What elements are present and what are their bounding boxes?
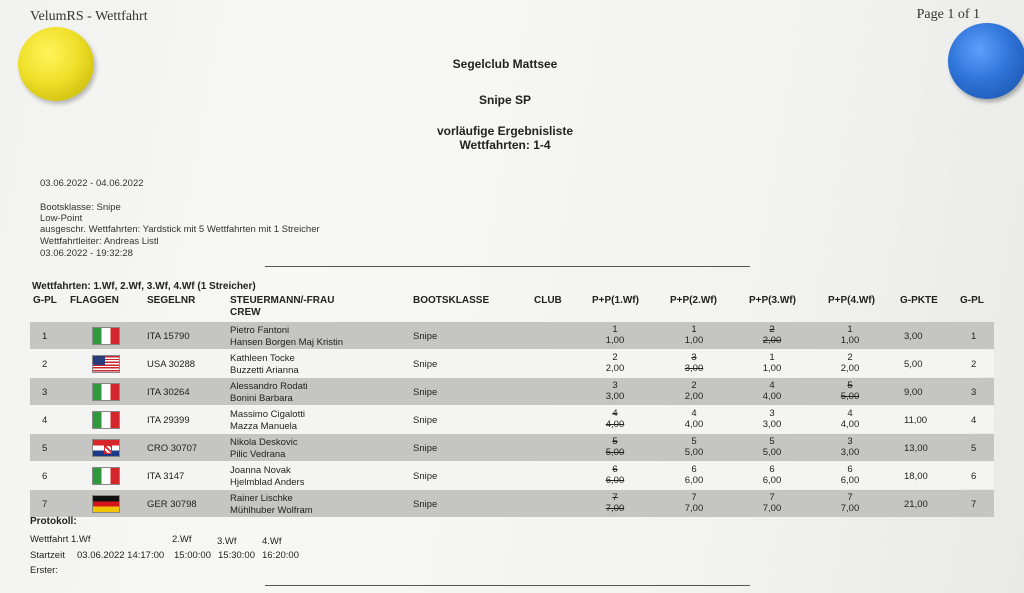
sail-number: USA 30288 [147, 359, 196, 370]
crew-member: Bonini Barbara [230, 393, 293, 404]
protocol-start-label: Startzeit [30, 550, 65, 561]
race-points: 7,00 [605, 503, 625, 514]
race-1-result [595, 324, 635, 346]
race-points: 5,00 [840, 391, 860, 402]
race-2-result [674, 492, 714, 514]
protocol-race-3: 3.Wf [217, 536, 237, 547]
app-header: VelumRS - Wettfahrt [30, 9, 148, 24]
table-row [30, 434, 994, 461]
scoring-system: Low-Point [40, 213, 83, 224]
race-place: 6 [612, 464, 618, 475]
race-place: 3 [691, 352, 697, 363]
race-3-result [752, 380, 792, 402]
place: 6 [42, 471, 48, 482]
race-3-result [752, 408, 792, 430]
final-place: 5 [971, 443, 977, 454]
helmsman: Massimo Cigalotti [230, 409, 305, 420]
race-points: 1,00 [840, 335, 860, 346]
race-points: 3,00 [840, 447, 860, 458]
race-points: 6,00 [840, 475, 860, 486]
sail-number: ITA 29399 [147, 415, 190, 426]
protocol-race-4: 4.Wf [262, 536, 282, 547]
place: 4 [42, 415, 48, 426]
race-points: 7,00 [840, 503, 860, 514]
race-points: 2,00 [684, 391, 704, 402]
sail-number: CRO 30707 [147, 443, 198, 454]
race-place: 1 [691, 324, 697, 335]
race-points: 4,00 [840, 419, 860, 430]
sail-number: GER 30798 [147, 499, 197, 510]
race-points: 7,00 [684, 503, 704, 514]
helmsman: Alessandro Rodati [230, 381, 308, 392]
race-place: 2 [691, 380, 697, 391]
total-points: 18,00 [904, 471, 928, 482]
race-2-result [674, 352, 714, 374]
col-gpl-right: G-PL [960, 295, 984, 306]
hr-flag-icon [92, 439, 120, 457]
race-4-result [830, 464, 870, 486]
race-1-result [595, 408, 635, 430]
boat-class: Snipe [413, 471, 438, 482]
race-4-result [830, 436, 870, 458]
race-2-result [674, 408, 714, 430]
col-boat: BOOTSKLASSE [413, 295, 490, 306]
race-points: 1,00 [605, 335, 625, 346]
final-place: 4 [971, 415, 977, 426]
race-place: 4 [847, 408, 853, 419]
race-place: 2 [847, 352, 853, 363]
race-1-result [595, 436, 635, 458]
race-points: 6,00 [762, 475, 782, 486]
de-flag-icon [92, 495, 120, 513]
race-place: 3 [612, 380, 618, 391]
protocol-start-time-3: 15:30:00 [218, 550, 255, 561]
place: 1 [42, 331, 48, 342]
race-4-result [830, 380, 870, 402]
race-points: 3,00 [684, 363, 704, 374]
final-place: 6 [971, 471, 977, 482]
sail-number: ITA 3147 [147, 471, 185, 482]
total-points: 13,00 [904, 443, 928, 454]
crew-member: Pilic Vedrana [230, 449, 286, 460]
it-flag-icon [92, 327, 120, 345]
race-3-result [752, 324, 792, 346]
it-flag-icon [92, 383, 120, 401]
col-crew: CREW [230, 307, 261, 318]
col-race-4: P+P(4.Wf) [828, 295, 875, 306]
class-title: Snipe SP [478, 93, 531, 107]
boat-class: Snipe [413, 331, 438, 342]
race-place: 3 [847, 436, 853, 447]
helmsman: Pietro Fantoni [230, 325, 290, 336]
helmsman: Kathleen Tocke [230, 353, 295, 364]
crew-member: Hansen Borgen Maj Kristin [230, 337, 343, 348]
col-race-2: P+P(2.Wf) [670, 295, 717, 306]
race-place: 7 [847, 492, 853, 503]
race-place: 3 [769, 408, 775, 419]
race-2-result [674, 380, 714, 402]
race-2-result [674, 464, 714, 486]
boat-class: Snipe [413, 415, 438, 426]
races-title: Wettfahrten: 1-4 [459, 138, 551, 152]
col-race-1: P+P(1.Wf) [592, 295, 639, 306]
place: 5 [42, 443, 48, 454]
total-points: 11,00 [904, 415, 928, 426]
race-place: 7 [691, 492, 697, 503]
table-row [30, 406, 994, 433]
club-title: Segelclub Mattsee [452, 57, 558, 71]
col-gpl: G-PL [33, 295, 57, 306]
race-place: 7 [769, 492, 775, 503]
race-place: 5 [612, 436, 618, 447]
race-place: 4 [769, 380, 775, 391]
race-4-result [830, 408, 870, 430]
race-place: 4 [691, 408, 697, 419]
race-points: 2,00 [762, 335, 782, 346]
final-place: 2 [971, 359, 977, 370]
race-place: 1 [769, 352, 775, 363]
race-points: 1,00 [684, 335, 704, 346]
bottom-divider [265, 585, 750, 586]
race-3-result [752, 352, 792, 374]
race-place: 6 [847, 464, 853, 475]
col-points: G-PKTE [900, 295, 938, 306]
race-3-result [752, 464, 792, 486]
boat-class: Snipe [413, 443, 438, 454]
race-place: 2 [612, 352, 618, 363]
race-1-result [595, 352, 635, 374]
list-title: vorläufige Ergebnisliste [436, 124, 574, 138]
race-place: 5 [691, 436, 697, 447]
race-points: 1,00 [762, 363, 782, 374]
it-flag-icon [92, 467, 120, 485]
boat-class: Bootsklasse: Snipe [40, 202, 121, 213]
race-place: 6 [769, 464, 775, 475]
race-place: 5 [769, 436, 775, 447]
race-place: 7 [612, 492, 618, 503]
race-points: 6,00 [605, 475, 625, 486]
sail-number: ITA 15790 [147, 331, 190, 342]
crew-member: Buzzetti Arianna [230, 365, 299, 376]
us-flag-icon [92, 355, 120, 373]
crew-member: Mühlhuber Wolfram [230, 505, 313, 516]
divider [265, 266, 750, 267]
race-points: 2,00 [605, 363, 625, 374]
race-points: 4,00 [605, 419, 625, 430]
print-timestamp: 03.06.2022 - 19:32:28 [40, 248, 133, 259]
race-2-result [674, 436, 714, 458]
race-points: 5,00 [762, 447, 782, 458]
table-row [30, 490, 994, 517]
protocol-first-label: Erster: [30, 565, 58, 576]
race-4-result [830, 352, 870, 374]
total-points: 21,00 [904, 499, 928, 510]
race-4-result [830, 492, 870, 514]
race-points: 5,00 [605, 447, 625, 458]
total-points: 9,00 [904, 387, 923, 398]
page-indicator: Page 1 of 1 [916, 7, 980, 22]
race-3-result [752, 492, 792, 514]
total-points: 3,00 [904, 331, 923, 342]
protocol-start-time-1: 03.06.2022 14:17:00 [77, 550, 165, 561]
race-points: 7,00 [762, 503, 782, 514]
race-points: 4,00 [762, 391, 782, 402]
protocol-race-label: Wettfahrt 1.Wf [30, 534, 91, 545]
it-flag-icon [92, 411, 120, 429]
helmsman: Nikola Deskovic [230, 437, 298, 448]
race-1-result [595, 492, 635, 514]
col-club: CLUB [534, 295, 562, 306]
protocol-title: Protokoll: [30, 516, 77, 527]
race-2-result [674, 324, 714, 346]
race-points: 3,00 [605, 391, 625, 402]
race-place: 6 [691, 464, 697, 475]
table-row [30, 350, 994, 377]
boat-class: Snipe [413, 387, 438, 398]
place: 7 [42, 499, 48, 510]
final-place: 7 [971, 499, 977, 510]
race-place: 4 [612, 408, 618, 419]
table-row [30, 322, 994, 349]
final-place: 3 [971, 387, 977, 398]
race-place: 2 [769, 324, 775, 335]
race-1-result [595, 464, 635, 486]
race-points: 2,00 [840, 363, 860, 374]
protocol-start-time-2: 15:00:00 [174, 550, 211, 561]
sail-number: ITA 30264 [147, 387, 190, 398]
race-officer: Wettfahrtleiter: Andreas Listl [40, 236, 159, 247]
race-place: 5 [847, 380, 853, 391]
protocol-start-time-4: 16:20:00 [262, 550, 299, 561]
final-place: 1 [971, 331, 977, 342]
race-schedule: ausgeschr. Wettfahrten: Yardstick mit 5 Wettfahrten mit 1 Streicher [40, 224, 320, 235]
table-row [30, 378, 994, 405]
place: 3 [42, 387, 48, 398]
race-points: 4,00 [684, 419, 704, 430]
place: 2 [42, 359, 48, 370]
race-points: 6,00 [684, 475, 704, 486]
race-3-result [752, 436, 792, 458]
helmsman: Joanna Novak [230, 465, 291, 476]
table-row [30, 462, 994, 489]
race-1-result [595, 380, 635, 402]
race-4-result [830, 324, 870, 346]
race-place: 1 [612, 324, 618, 335]
event-dates: 03.06.2022 - 04.06.2022 [40, 178, 144, 189]
boat-class: Snipe [413, 499, 438, 510]
col-flag: FLAGGEN [70, 295, 119, 306]
helmsman: Rainer Lischke [230, 493, 293, 504]
col-helm: STEUERMANN/-FRAU [230, 295, 335, 306]
races-line: Wettfahrten: 1.Wf, 2.Wf, 3.Wf, 4.Wf (1 Streicher) [32, 281, 256, 292]
race-points: 5,00 [684, 447, 704, 458]
crew-member: Hjelmblad Anders [230, 477, 305, 488]
race-points: 3,00 [762, 419, 782, 430]
race-place: 1 [847, 324, 853, 335]
total-points: 5,00 [904, 359, 923, 370]
protocol-race-2: 2.Wf [172, 534, 192, 545]
col-race-3: P+P(3.Wf) [749, 295, 796, 306]
col-sail: SEGELNR [147, 295, 196, 306]
boat-class: Snipe [413, 359, 438, 370]
crew-member: Mazza Manuela [230, 421, 298, 432]
